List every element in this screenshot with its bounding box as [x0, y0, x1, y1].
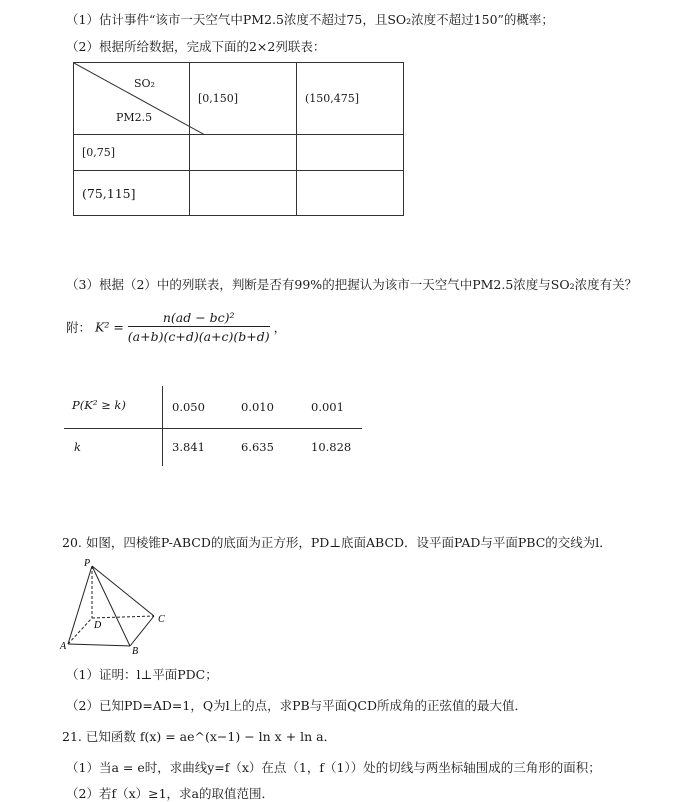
contingency-table [73, 62, 404, 216]
q20-part2: （2）已知PD=AD=1，Q为l上的点，求PB与平面QCD所成角的正弦值的最大值． [66, 698, 528, 713]
corner-top-label: SO₂ [134, 77, 155, 90]
cell-2-1 [190, 171, 297, 216]
q20-part1: （1）证明：l⊥平面PDC； [66, 667, 218, 682]
k-squared-formula [66, 310, 286, 344]
cell-1-2 [297, 135, 404, 171]
formula-denominator: (a+b)(c+d)(a+c)(b+d) [127, 329, 270, 344]
k-value-2: 6.635 [241, 440, 274, 454]
q19-part1: （1）估计事件“该市一天空气中PM2.5浓度不超过75，且SO₂浓度不超过150”的概率； [66, 12, 554, 27]
k-row-label: k [74, 440, 81, 454]
q21-stem: 21. 已知函数 f(x) = ae^(x−1) − ln x + ln a． [62, 729, 337, 744]
row-header-1: [0,75] [74, 135, 190, 171]
formula-prefix: 附： [66, 320, 92, 335]
col-header-2: (150,475] [297, 63, 404, 135]
vertex-label-b: B [132, 646, 139, 656]
table-horizontal-rule [64, 428, 362, 429]
diagonal-line [74, 63, 205, 135]
q19-part2: （2）根据所给数据，完成下面的2×2列联表： [66, 39, 326, 54]
vertex-label-p: P [84, 558, 91, 569]
q21-part2: （2）若f（x）≥1，求a的取值范围． [66, 786, 275, 801]
vertex-label-d: D [94, 620, 102, 631]
k-value-1: 3.841 [172, 440, 205, 454]
vertex-label-a: A [60, 641, 67, 652]
corner-cell [74, 63, 190, 135]
corner-bottom-label: PM2.5 [116, 111, 153, 124]
table-vertical-rule [162, 386, 163, 466]
q21-part1: （1）当a = e时，求曲线y=f（x）在点（1，f（1））处的切线与两坐标轴围成的三角形的面积； [66, 760, 601, 775]
formula-fraction [128, 310, 270, 344]
formula-numerator: n(ad − bc)² [128, 310, 270, 327]
p-value-2: 0.010 [241, 400, 274, 414]
p-value-3: 0.001 [311, 400, 344, 414]
prob-row-label: P(K² ≥ k) [72, 398, 126, 412]
p-value-1: 0.050 [172, 400, 205, 414]
k-value-3: 10.828 [311, 440, 352, 454]
q19-part3: （3）根据（2）中的列联表，判断是否有99%的把握认为该市一天空气中PM2.5浓度与SO₂浓度有关？ [66, 277, 638, 292]
formula-lhs: K² = [95, 319, 124, 335]
pyramid-figure [56, 556, 176, 656]
row-header-2: (75,115] [74, 171, 190, 216]
vertex-label-c: C [158, 614, 165, 625]
q20-stem: 20. 如图，四棱锥P-ABCD的底面为正方形，PD⊥底面ABCD．设平面PAD与平面PBC的交线为l． [62, 535, 612, 550]
col-header-1: [0,150] [190, 63, 297, 135]
formula-suffix: ， [273, 320, 287, 335]
cell-1-1 [190, 135, 297, 171]
cell-2-2 [297, 171, 404, 216]
critical-value-table [64, 386, 364, 466]
